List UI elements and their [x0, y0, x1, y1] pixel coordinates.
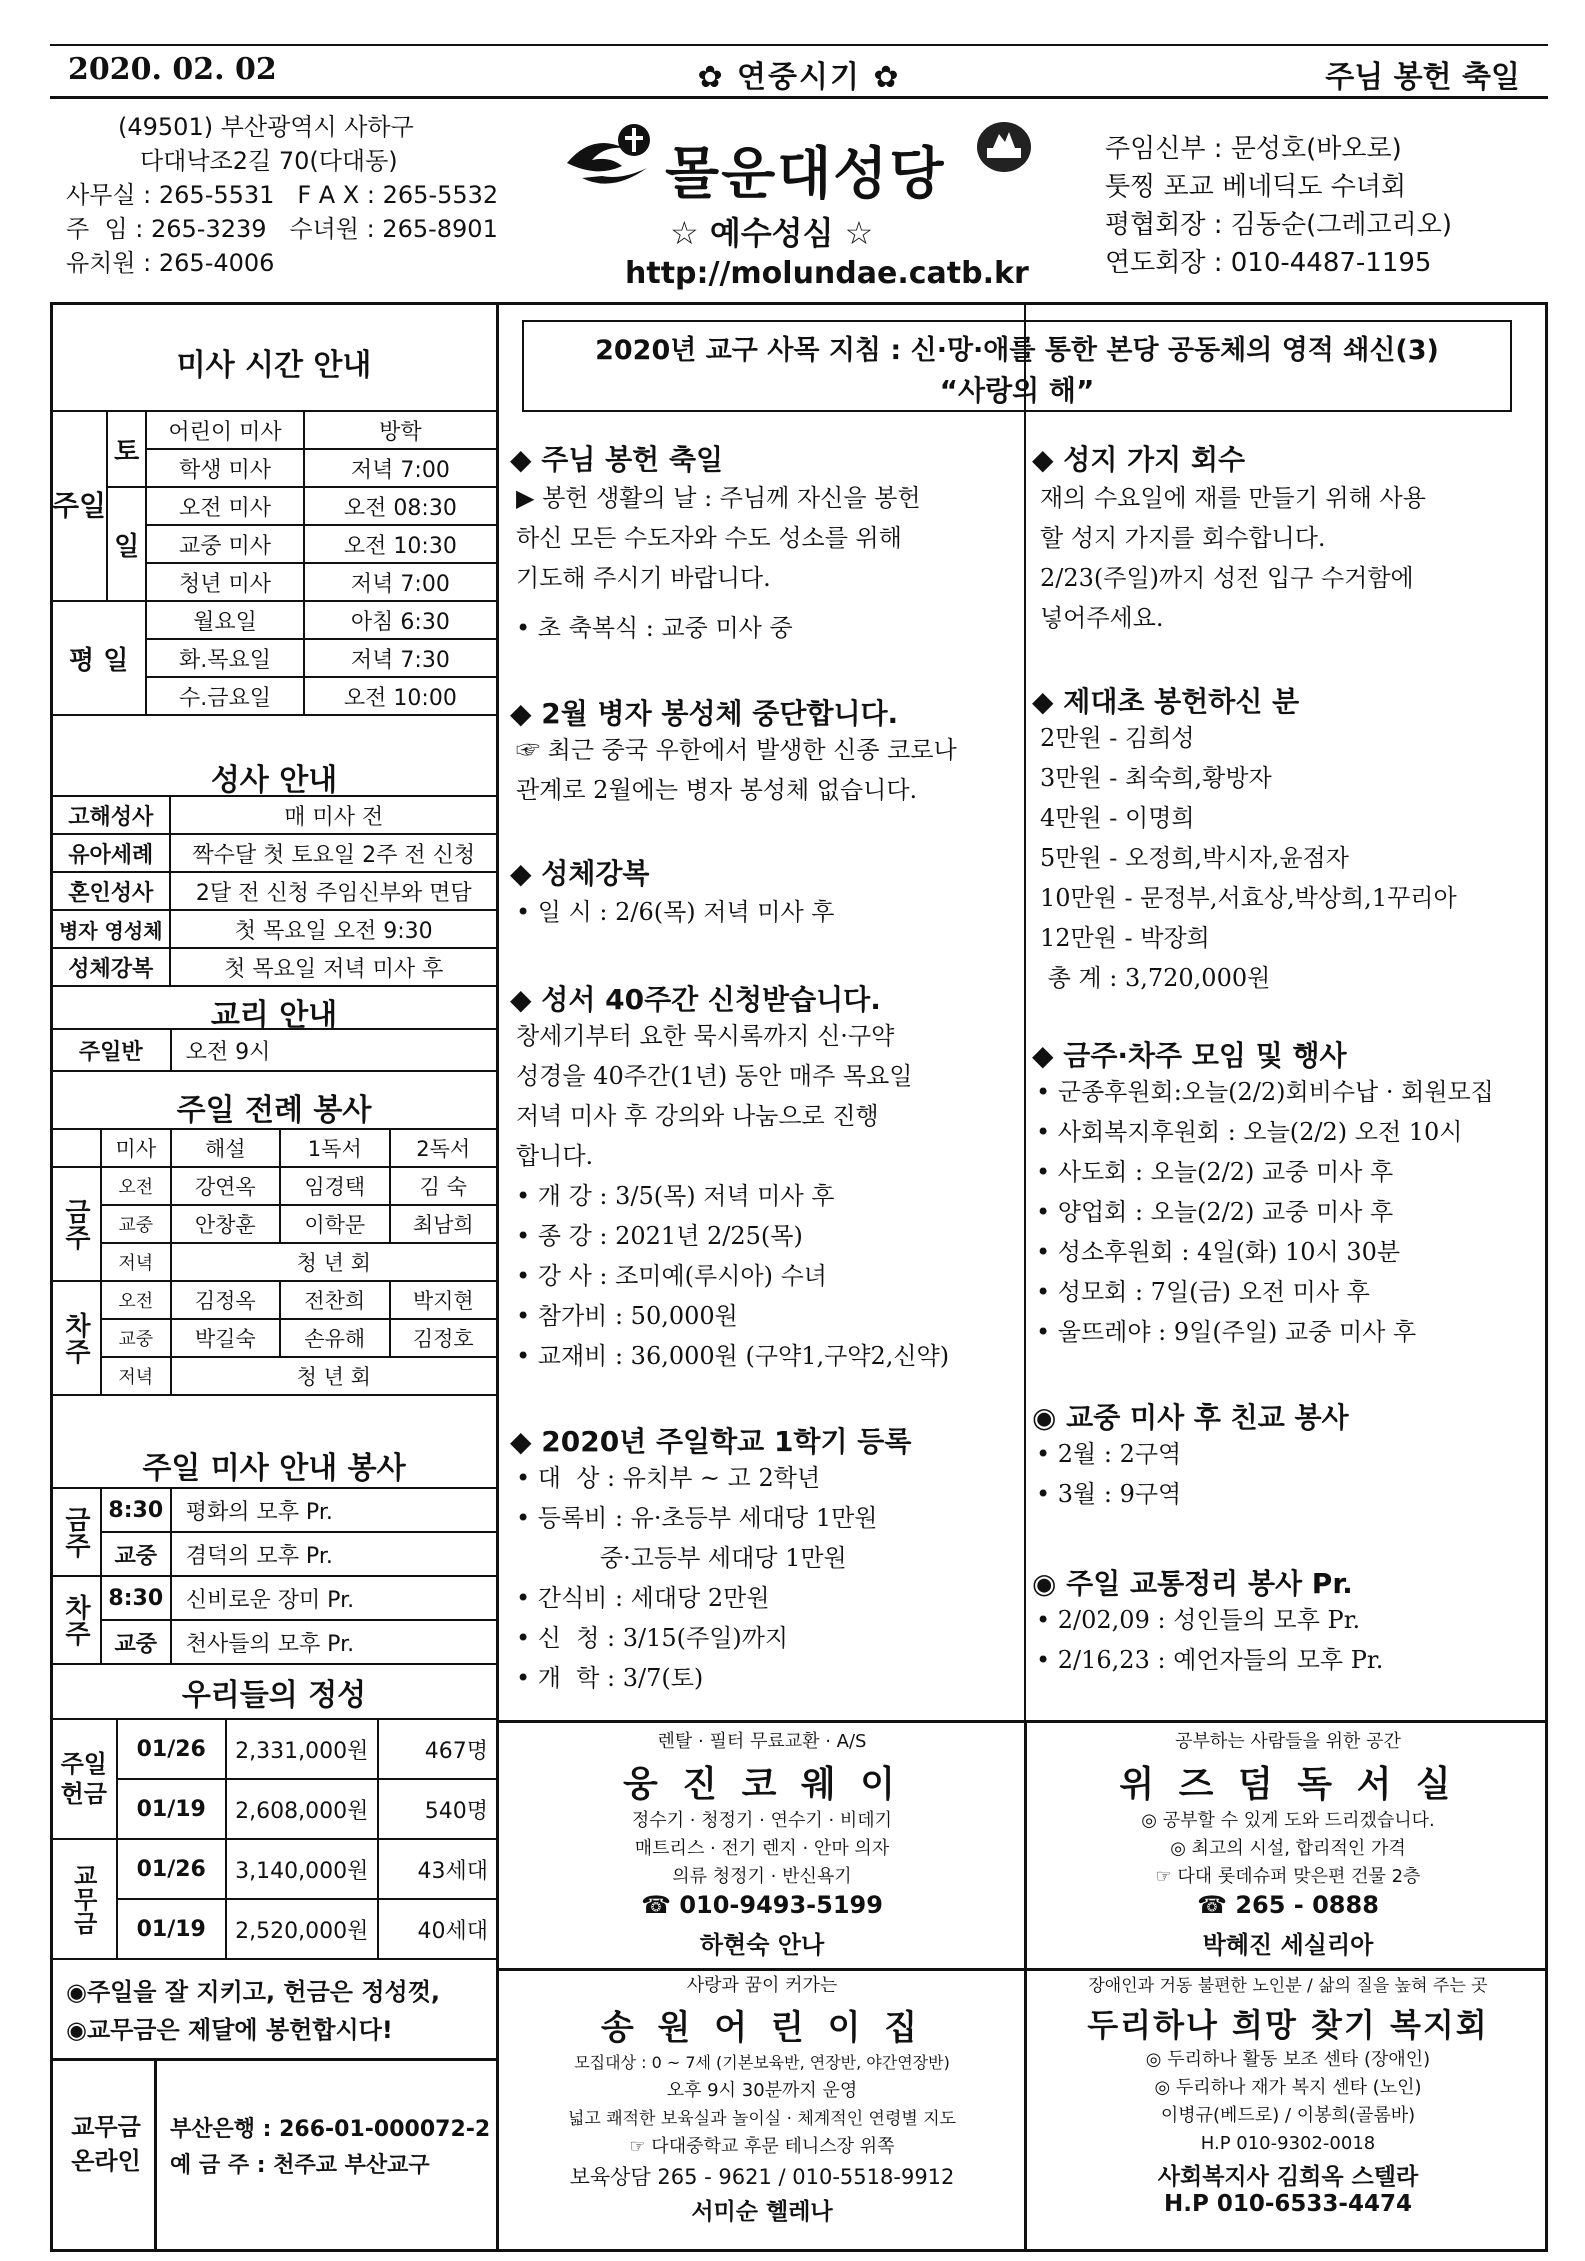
offering-date: 01/26 [117, 1839, 226, 1899]
sacrament-name: 혼인성사 [51, 872, 170, 910]
issue-date: 2020. 02. 02 [68, 52, 277, 87]
sacraments-table [50, 795, 498, 987]
ad-line: H.P 010-9302-0018 [1200, 2133, 1376, 2154]
catechism-class: 주일반 [51, 1029, 171, 1071]
mass-name: 어린이 미사 [146, 411, 303, 449]
pastoral-theme-box [522, 320, 1512, 412]
bank-account: 부산은행 : 266-01-000072-2 [170, 2117, 491, 2142]
mass-time: 오전 10:30 [304, 525, 497, 563]
ad-line: ☞ 다대 롯데슈퍼 맞은편 건물 2층 [1155, 1866, 1421, 1887]
ad-name: 웅 진 코 웨 이 [622, 1764, 901, 1805]
sacraments-title: 성사 안내 [210, 763, 338, 798]
mass-time: 오전 08:30 [304, 487, 497, 525]
liturgy-mass: 저녁 [101, 1357, 171, 1395]
mass-name: 청년 미사 [146, 563, 303, 601]
section-traffic-service-body: • 2/02,09 : 성인들의 모후 Pr. • 2/16,23 : 예언자들의 모후 Pr. [1036, 1606, 1384, 1674]
mass-times-title: 미사 시간 안내 [176, 348, 372, 383]
guide-service-title: 주일 미사 안내 봉사 [142, 1451, 406, 1486]
ad-phone: H.P 010-6533-4474 [1164, 2191, 1412, 2217]
ad-line: ◎ 두리하나 재가 복지 센타 (노인) [1154, 2077, 1422, 2098]
account-holder: 예 금 주 : 천주교 부산교구 [170, 2153, 430, 2178]
divider [154, 2058, 157, 2252]
offering-count: 540명 [378, 1779, 497, 1839]
mass-time: 저녁 7:00 [304, 449, 497, 487]
sacrament-info: 짝수달 첫 토요일 2주 전 신청 [170, 834, 497, 872]
offering-amount: 3,140,000원 [226, 1839, 378, 1899]
ad-line: 이병규(베드로) / 이봉희(골롬바) [1160, 2105, 1416, 2126]
offering-note-1: ◉주일을 잘 지키고, 헌금은 정성껏, [66, 1978, 440, 2006]
reader-1: 임경택 [280, 1167, 389, 1205]
liturgy-group: 청 년 회 [171, 1243, 497, 1281]
offering-date: 01/19 [117, 1779, 226, 1839]
section-presentation: ◆ 주님 봉헌 축일 [510, 443, 724, 476]
ad-name: 위 즈 덤 독 서 실 [1119, 1764, 1457, 1805]
guide-mass: 8:30 [101, 1576, 171, 1620]
ad-name: 두리하나 희망 찾기 복지회 [1087, 2006, 1489, 2044]
commentator: 박길숙 [171, 1319, 280, 1357]
liturgy-header: 미사 [101, 1129, 171, 1167]
ad-line: 넓고 쾌적한 보육실과 놀이실 · 체계적인 연령별 지도 [567, 2109, 957, 2129]
mass-time: 아침 6:30 [304, 601, 497, 639]
section-sick-communion-body: ☞ 최근 중국 우한에서 발생한 신종 코로나 관계로 2월에는 병자 봉성체 없습니다. [516, 736, 957, 804]
offering-table [50, 1718, 498, 1960]
mass-name: 월요일 [146, 601, 303, 639]
section-presentation-body: ▶ 봉헌 생활의 날 : 주님께 자신을 봉헌 하신 모든 수도자와 수도 성소를 위해 기도해 주시기 바랍니다. [516, 484, 921, 592]
sacrament-info: 매 미사 전 [170, 796, 497, 834]
sacrament-info: 첫 목요일 저녁 미사 후 [170, 948, 497, 986]
section-bible-course: ◆ 성서 40주간 신청받습니다. [510, 983, 881, 1016]
liturgy-mass: 교중 [101, 1319, 171, 1357]
mass-name: 수.금요일 [146, 677, 303, 715]
ad-line: ☞ 다대중학교 후문 테니스장 위쪽 [629, 2136, 895, 2157]
phone-line-3: 유치원 : 265-4006 [66, 249, 275, 277]
ad-line: ◎ 두리하나 활동 보조 센타 (장애인) [1145, 2049, 1431, 2070]
ad-line: 매트리스 · 전기 렌지 · 안마 의자 [634, 1838, 890, 1859]
staff-sisters: 툿찡 포교 베네딕도 수녀회 [1105, 172, 1407, 202]
guide-group: 신비로운 장미 Pr. [171, 1576, 497, 1620]
guide-mass: 8:30 [101, 1488, 171, 1532]
sacrament-name: 성체강복 [51, 948, 170, 986]
column-divider [1024, 302, 1026, 1722]
pastoral-theme-subtitle: “사랑의 해” [939, 374, 1095, 407]
address-line-1: (49501) 부산광역시 사하구 [118, 113, 414, 141]
sacrament-name: 고해성사 [51, 796, 170, 834]
online-label-1: 교무금 [71, 2113, 141, 2141]
next-week-label: 차주 [51, 1281, 101, 1395]
ad-line: 오후 9시 30분까지 운영 [666, 2080, 858, 2101]
section-sick-communion: ◆ 2월 병자 봉성체 중단합니다. [510, 697, 899, 730]
liturgy-mass: 저녁 [101, 1243, 171, 1281]
sunday-label: 주일 [51, 411, 107, 601]
offering-title: 우리들의 정성 [181, 1678, 367, 1713]
section-candle-donors-body: 2만원 - 김희성 3만원 - 최숙희,황방자 4만원 - 이명희 5만원 - 오정희,박시자,윤점자 10만원 - 문정부,서효상,박상희,1꾸리아 12만원 - 박장희 총 계 : 3,720,000원 [1040, 724, 1457, 992]
section-benediction: ◆ 성체강복 [510, 857, 650, 890]
parish-logo-icon [562, 118, 662, 198]
section-candle-donors: ◆ 제대초 봉헌하신 분 [1032, 685, 1300, 718]
ad-tagline: 공부하는 사람들을 위한 공간 [1175, 1731, 1401, 1752]
phone-line-2: 주 임 : 265-3239 수녀원 : 265-8901 [66, 215, 498, 243]
section-fellowship-body: • 2월 : 2구역 • 3월 : 9구역 [1036, 1440, 1182, 1508]
church-emblem-icon [975, 118, 1033, 176]
ad-durihana-welfare [1028, 1972, 1548, 2217]
section-palm-return-body: 재의 수요일에 재를 만들기 위해 사용 할 성지 가지를 회수합니다. 2/23(주일)까지 성전 입구 수거함에 넣어주세요. [1040, 484, 1426, 632]
mass-time: 저녁 7:00 [304, 563, 497, 601]
section-benediction-body: • 일 시 : 2/6(목) 저녁 미사 후 [516, 898, 835, 926]
ad-contact: 박혜진 세실리아 [1202, 1931, 1374, 1959]
liturgy-header: 해설 [171, 1129, 280, 1167]
ad-coway [500, 1728, 1024, 1960]
guide-group: 평화의 모후 Pr. [171, 1488, 497, 1532]
guide-mass: 교중 [101, 1620, 171, 1664]
guide-service-table [50, 1487, 498, 1665]
section-sunday-school: ◆ 2020년 주일학교 1학기 등록 [510, 1425, 912, 1458]
ad-tagline: 렌탈 · 필터 무료교환 · A/S [657, 1731, 867, 1752]
offering-date: 01/26 [117, 1719, 226, 1779]
sacrament-info: 첫 목요일 오전 9:30 [170, 910, 497, 948]
section-meetings: ◆ 금주·차주 모임 및 행사 [1032, 1039, 1347, 1072]
guide-mass: 교중 [101, 1532, 171, 1576]
reader-1: 전찬희 [280, 1281, 389, 1319]
parish-website-link[interactable]: http://molundae.catb.kr [625, 256, 1029, 291]
reader-2: 김 숙 [390, 1167, 498, 1205]
guide-group: 겸덕의 모후 Pr. [171, 1532, 497, 1576]
ad-tagline: 사랑과 꿈이 커가는 [686, 1975, 838, 1996]
liturgy-mass: 오전 [101, 1281, 171, 1319]
online-label-2: 온라인 [71, 2147, 141, 2175]
weekday-label: 평 일 [51, 601, 146, 715]
this-week-label: 금주 [51, 1167, 101, 1281]
top-bar [50, 44, 1548, 99]
liturgy-mass: 교중 [101, 1205, 171, 1243]
mass-name: 교중 미사 [146, 525, 303, 563]
ad-contact: 사회복지사 김희옥 스텔라 [1157, 2164, 1419, 2190]
pastoral-theme-title: 2020년 교구 사목 지침 : 신·망·애를 통한 본당 공동체의 영적 쇄신(3) [595, 335, 1439, 366]
ad-phone: 보육상담 265 - 9621 / 010-5518-9912 [569, 2165, 955, 2189]
divider [50, 2058, 498, 2061]
ad-phone: ☎ 265 - 0888 [1197, 1891, 1379, 1919]
mass-name: 오전 미사 [146, 487, 303, 525]
mass-times-table [50, 410, 498, 716]
sacrament-info: 2달 전 신청 주임신부와 면담 [170, 872, 497, 910]
divider [496, 1720, 1548, 1723]
staff-council: 평협회장 : 김동순(그레고리오) [1105, 210, 1452, 240]
commentator: 안창훈 [171, 1205, 280, 1243]
phone-line-1: 사무실 : 265-5531 F A X : 265-5532 [66, 181, 499, 209]
reader-1: 이학문 [280, 1205, 389, 1243]
ad-line: 의류 청정기 · 반신욕기 [672, 1866, 852, 1887]
reader-2: 김정호 [390, 1319, 498, 1357]
liturgy-header: 2독서 [390, 1129, 498, 1167]
catechism-table [50, 1028, 498, 1072]
sunday-offering-label: 주일헌금 [51, 1719, 117, 1839]
parish-name: 몰운대성당 [665, 142, 946, 207]
ad-songwon-daycare [500, 1972, 1024, 2226]
offering-count: 40세대 [378, 1899, 497, 1959]
ad-tagline: 장애인과 거동 불편한 노인분 / 삶의 질을 높혀 주는 곳 [1088, 1976, 1488, 1996]
section-sunday-school-body: • 대 상 : 유치부 ~ 고 2학년 • 등록비 : 유·초등부 세대당 1만원 중·고등부 세대당 1만원 • 간식비 : 세대당 2만원 • 신 청 : 3/15(주일)까지 • 개 학 : 3/7(토) [516, 1464, 878, 1692]
liturgy-mass: 오전 [101, 1167, 171, 1205]
address-line-2: 다대낙조2길 70(다대동) [140, 147, 398, 175]
section-meetings-body: • 군종후원회:오늘(2/2)회비수납 · 회원모집 • 사회복지후원회 : 오늘(2/2) 오전 10시 • 사도회 : 오늘(2/2) 교중 미사 후 • 양업회 : 오늘(2/2) 교중 미사 후 • 성소후원회 : 4일(화) 10시 30분 • 성모회 : 7일(금) 오전 미사 후 • 울뜨레야 : 9일(주일) 교중 미사 후 [1036, 1078, 1494, 1346]
reader-2: 최남희 [390, 1205, 498, 1243]
mass-name: 화.목요일 [146, 639, 303, 677]
section-fellowship: ◉ 교중 미사 후 친교 봉사 [1032, 1401, 1349, 1434]
ad-contact: 서미순 헬레나 [691, 2199, 833, 2225]
next-week-label: 차주 [51, 1576, 101, 1664]
catechism-time: 오전 9시 [171, 1029, 497, 1071]
feast-name: 주님 봉헌 축일 [1325, 60, 1520, 95]
liturgy-header: 1독서 [280, 1129, 389, 1167]
sacrament-name: 유아세례 [51, 834, 170, 872]
reader-2: 박지현 [390, 1281, 498, 1319]
offering-amount: 2,608,000원 [226, 1779, 378, 1839]
offering-note-2: ◉교무금은 제달에 봉헌합시다! [66, 2016, 393, 2044]
section-presentation-extra: • 초 축복식 : 교중 미사 중 [516, 614, 793, 642]
online-label [58, 2110, 154, 2178]
ad-line: 정수기 · 청정기 · 연수기 · 비데기 [631, 1810, 893, 1831]
parish-due-label: 교무금 [51, 1839, 117, 1959]
guide-group: 천사들의 모후 Pr. [171, 1620, 497, 1664]
ad-wisdom-study [1028, 1728, 1548, 1960]
sunday-day-label: 일 [107, 487, 146, 601]
staff-pastor: 주임신부 : 문성호(바오로) [1105, 134, 1402, 164]
liturgy-service-table [50, 1128, 498, 1396]
liturgy-group: 청 년 회 [171, 1357, 497, 1395]
ad-phone: ☎ 010-9493-5199 [641, 1891, 883, 1919]
saturday-label: 토 [107, 411, 146, 487]
mass-time: 방학 [304, 411, 497, 449]
section-palm-return: ◆ 성지 가지 회수 [1032, 443, 1246, 476]
divider [496, 1968, 1548, 1971]
ad-line: 모집대상 : 0 ~ 7세 (기본보육반, 연장반, 야간연장반) [574, 2053, 950, 2072]
offering-amount: 2,331,000원 [226, 1719, 378, 1779]
mass-name: 학생 미사 [146, 449, 303, 487]
offering-count: 467명 [378, 1719, 497, 1779]
liturgy-service-title: 주일 전례 봉사 [176, 1093, 372, 1128]
section-bible-course-body: 창세기부터 요한 묵시록까지 신·구약 성경을 40주간(1년) 동안 매주 목요일 저녁 미사 후 강의와 나눔으로 진행 합니다. • 개 강 : 3/5(목) 저녁 미사 후 • 종 강 : 2021년 2/25(목) • 강 사 : 조미예(루시아) 수녀 • 참가비 : 50,000원 • 교재비 : 36,000원 (구약1,구약2,신약) [516, 1022, 950, 1370]
commentator: 강연옥 [171, 1167, 280, 1205]
reader-1: 손유해 [280, 1319, 389, 1357]
staff-funeral: 연도회장 : 010-4487-1195 [1105, 248, 1432, 278]
ad-name: 송 원 어 린 이 집 [600, 2008, 924, 2048]
mass-time: 오전 10:00 [304, 677, 497, 715]
mass-time: 저녁 7:30 [304, 639, 497, 677]
ad-line: ◎ 최고의 시설, 합리적인 가격 [1170, 1838, 1406, 1859]
commentator: 김정옥 [171, 1281, 280, 1319]
liturgical-season: ✿ 연중시기 ✿ [697, 60, 901, 95]
ad-contact: 하현숙 안나 [699, 1931, 825, 1959]
catechism-title: 교리 안내 [210, 998, 338, 1033]
this-week-label: 금주 [51, 1488, 101, 1576]
offering-date: 01/19 [117, 1899, 226, 1959]
offering-count: 43세대 [378, 1839, 497, 1899]
ad-line: ◎ 공부할 수 있게 도와 드리겠습니다. [1141, 1810, 1435, 1831]
sacrament-name: 병자 영성체 [51, 910, 170, 948]
section-traffic-service: ◉ 주일 교통정리 봉사 Pr. [1032, 1567, 1353, 1600]
parish-motto: ☆ 예수성심 ☆ [670, 214, 874, 252]
offering-amount: 2,520,000원 [226, 1899, 378, 1959]
divider [1024, 1720, 1027, 2252]
